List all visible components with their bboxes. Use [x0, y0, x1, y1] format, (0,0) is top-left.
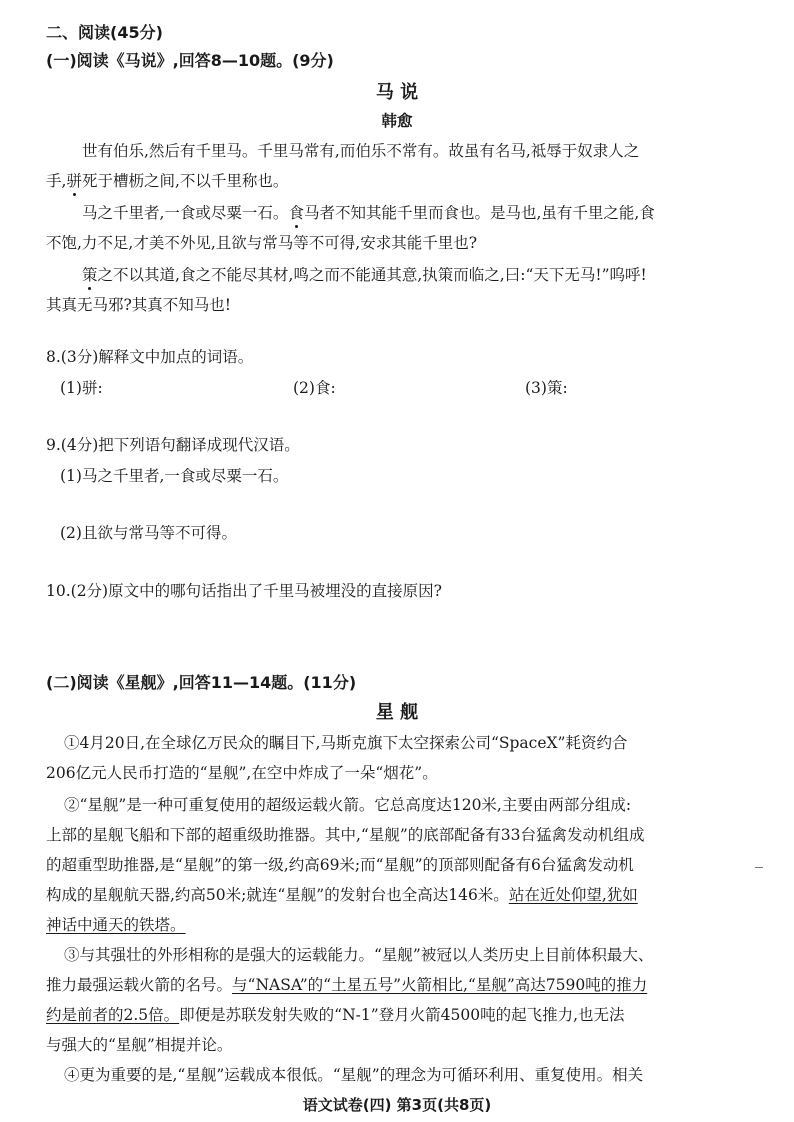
margin-mark	[755, 867, 763, 868]
p1-line2-prefix: 手,	[46, 172, 67, 190]
q9-item1: (1)马之千里者,一食或尽粟一石。	[60, 467, 289, 485]
dotted-word-pian: 骈	[66, 172, 82, 190]
q8-item2: (2)食:	[293, 379, 336, 397]
article-p4-line1: ④更为重要的是,“星舰”运载成本很低。“星舰”的理念为可循环利用、重复使用。相关	[64, 1066, 644, 1084]
passage-p3-line1	[82, 264, 647, 286]
article-p2-line3: 的超重型助推器,是“星舰”的第一级,约高69米;而“星舰”的顶部则配备有6台猛禽发动机	[46, 856, 634, 874]
dotted-word-shi: 食	[288, 204, 304, 222]
passage-title: 马 说	[375, 82, 419, 103]
p3-line1-rest: 之不以其道,食之不能尽其材,鸣之而不能通其意,执策而临之,曰:“天下无马!”呜呼!	[97, 266, 647, 284]
passage-author: 韩愈	[381, 112, 413, 130]
p2-line1-a: 马之千里者,一食或尽粟一石。	[82, 204, 289, 222]
q9-item2: (2)且欲与常马等不可得。	[60, 524, 237, 542]
article-p2-line5	[46, 914, 186, 936]
p3-line2-plain: 推力最强运载火箭的名号。	[46, 976, 233, 994]
article-p2-line1: ②“星舰”是一种可重复使用的超级运载火箭。它总高度达120米,主要由两部分组成:	[64, 796, 632, 814]
p2-line1-b: 马者不知其能千里而食也。是马也,虽有千里之能,食	[303, 204, 655, 222]
page-footer: 语文试卷(四) 第3页(共8页)	[302, 1096, 492, 1114]
q8-item3: (3)策:	[525, 379, 568, 397]
article-p2-line4	[46, 884, 638, 906]
article-p3-line4: 与强大的“星舰”相提并论。	[46, 1036, 233, 1054]
article-p3-line2	[46, 974, 647, 996]
dotted-word-ce: 策	[82, 266, 98, 284]
q10-stem: 10.(2分)原文中的哪句话指出了千里马被埋没的直接原因?	[46, 582, 442, 600]
passage-p2-line1	[82, 202, 655, 224]
part1-heading: (一)阅读《马说》,回答8—10题。(9分)	[46, 51, 334, 70]
p3-underlined-b: 约是前者的2.5倍。	[46, 1006, 180, 1024]
p1-line2-rest: 死于槽枥之间,不以千里称也。	[81, 172, 289, 190]
p2-underlined-b: 神话中通天的铁塔。	[46, 916, 186, 934]
passage-p1-line2	[46, 170, 288, 192]
q9-stem: 9.(4分)把下列语句翻译成现代汉语。	[46, 436, 300, 454]
passage-p1-line1: 世有伯乐,然后有千里马。千里马常有,而伯乐不常有。故虽有名马,祗辱于奴隶人之	[82, 142, 640, 160]
part2-heading: (二)阅读《星舰》,回答11—14题。(11分)	[46, 673, 357, 692]
article-p2-line2: 上部的星舰飞船和下部的超重级助推器。其中,“星舰”的底部配备有33台猛禽发动机组成	[46, 826, 645, 844]
section-title: 二、阅读(45分)	[46, 23, 163, 42]
article-p1-line2: 206亿元人民币打造的“星舰”,在空中炸成了一朵“烟花”。	[46, 764, 438, 782]
article-p3-line3	[46, 1004, 625, 1026]
p3-underlined-a: 与“NASA”的“土星五号”火箭相比,“星舰”高达7590吨的推力	[232, 976, 648, 994]
q8-stem: 8.(3分)解释文中加点的词语。	[46, 348, 254, 366]
q8-item1: (1)骈:	[60, 379, 103, 397]
p2-line4-plain: 构成的星舰航天器,约高50米;就连“星舰”的发射台也全高达146米。	[46, 886, 509, 904]
article-title: 星 舰	[375, 702, 419, 723]
p2-underlined-a: 站在近处仰望,犹如	[508, 886, 638, 904]
article-p1-line1: ①4月20日,在全球亿万民众的瞩目下,马斯克旗下太空探索公司“SpaceX”耗资约合	[64, 734, 628, 752]
p3-line3-rest: 即便是苏联发射失败的“N-1”登月火箭4500吨的起飞推力,也无法	[179, 1006, 625, 1024]
article-p3-line1: ③与其强壮的外形相称的是强大的运载能力。“星舰”被冠以人类历史上目前体积最大、	[64, 946, 654, 964]
passage-p3-line2: 其真无马邪?其真不知马也!	[46, 296, 232, 314]
passage-p2-line2: 不饱,力不足,才美不外见,且欲与常马等不可得,安求其能千里也?	[46, 234, 478, 252]
